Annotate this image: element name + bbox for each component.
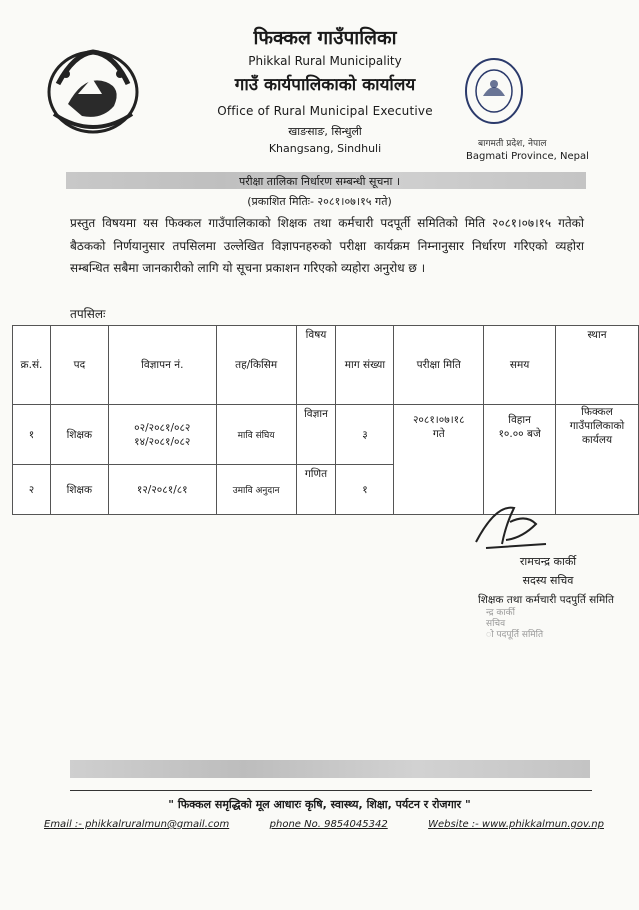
row2-level: उमावि अनुदान — [216, 465, 296, 515]
row2-post: शिक्षक — [50, 465, 108, 515]
signature-mark — [466, 494, 556, 554]
table-header-row — [13, 326, 639, 405]
office-title-en: Office of Rural Municipal Executive — [217, 104, 433, 118]
header-ad-no: विज्ञापन नं. — [108, 326, 216, 405]
ghost-text-1: न्द्र कार्की — [486, 608, 515, 618]
footer-website[interactable]: Website :- www.phikkalmun.gov.np — [428, 819, 604, 830]
row1-sn: १ — [13, 405, 51, 465]
header-subject: विषय — [296, 326, 336, 405]
government-emblem — [44, 44, 142, 136]
row1-level: मावि संघिय — [216, 405, 296, 465]
office-title-np: गाउँ कार्यपालिकाको कार्यालय — [234, 75, 416, 95]
row1-post: शिक्षक — [50, 405, 108, 465]
row1-ad-no-1: ०२/२०८१/०८२ — [134, 421, 191, 434]
seal-province-np: बागमती प्रदेश, नेपाल — [478, 139, 547, 149]
row1-ad-no — [108, 405, 216, 465]
row2-ad-no: १२/२०८१/८१ — [108, 465, 216, 515]
row1-venue: फिक्कल गाउँपालिकाको कार्यलय — [556, 405, 639, 515]
row2-sn: २ — [13, 465, 51, 515]
place-en: Khangsang, Sindhuli — [268, 142, 382, 155]
notice-body: प्रस्तुत विषयमा यस फिक्कल गाउँपालिकाको शिक्षक तथा कर्मचारी पदपूर्ती समितिको मिति २०८१।०७।१५ गतेको बैठकको निर्णयानुसार तपसिलमा उल्लेखित विज्ञापनहरुको परीक्षा कार्यक्रम निम्नानुसार निर्धारण गरिएको व्यहोरा सम्बन्धित सबैमा जानकारीको लागि यो सूचना प्रकाशन गरिएको व्यहोरा अनुरोध छ । — [70, 216, 584, 275]
footer-phone: phone No. 9854045342 — [269, 819, 388, 830]
row1-subject: विज्ञान — [296, 405, 336, 465]
header-level: तह/किसिम — [216, 326, 296, 405]
province-en: Bagmati Province, Nepal — [466, 151, 589, 162]
header-exam-date: परीक्षा मिति — [394, 326, 484, 405]
row1-ad-no-2: १४/२०८१/०८२ — [134, 435, 191, 448]
list-label: तपसिलः — [70, 307, 106, 321]
municipality-title-en: Phikkal Rural Municipality — [248, 54, 402, 68]
exam-schedule-table — [12, 325, 639, 515]
row1-demand: ३ — [336, 405, 394, 465]
time-period: विहान — [508, 414, 531, 426]
signatory-role: सदस्य सचिव — [522, 574, 574, 587]
table-row — [13, 405, 639, 465]
header-time: समय — [484, 326, 556, 405]
row2-subject: गणित — [296, 465, 336, 515]
row2-demand: १ — [336, 465, 394, 515]
signatory-committee: शिक्षक तथा कर्मचारी पदपुर्ति समिति — [478, 594, 614, 606]
exam-date-value: २०८१।०७।१८ — [412, 414, 465, 426]
ghost-text-2: सचिव — [486, 619, 506, 629]
place-np: खाङसाङ, सिन्धुली — [288, 125, 362, 138]
header-venue: स्थान — [556, 326, 639, 405]
time-value: १०.०० बजे — [498, 428, 541, 440]
ghost-text-3: ो पदपूर्ति समिति — [486, 630, 544, 640]
header-demand: माग संख्या — [336, 326, 394, 405]
footer-motto: " फिक्कल समृद्धिको मूल आधारः कृषि, स्वास्थ्य, शिक्षा, पर्यटन र रोजगार " — [168, 798, 471, 811]
footer-email[interactable]: Email :- phikkalruralmun@gmail.com — [44, 819, 230, 830]
municipality-title-np: फिक्कल गाउँपालिका — [253, 27, 397, 49]
notice-subject: परीक्षा तालिका निर्धारण सम्बन्धी सूचना । — [238, 175, 401, 188]
signatory-name: रामचन्द्र कार्की — [519, 555, 577, 568]
exam-date-suffix: गते — [432, 428, 445, 440]
footer-highlight-bar — [70, 760, 590, 778]
header-post: पद — [50, 326, 108, 405]
footer-contacts — [44, 819, 604, 830]
official-seal — [463, 56, 525, 126]
footer-divider — [70, 790, 592, 791]
header-sn: क्र.सं. — [13, 326, 51, 405]
published-date: (प्रकाशित मितिः- २०८१।०७।१५ गते) — [247, 195, 392, 208]
